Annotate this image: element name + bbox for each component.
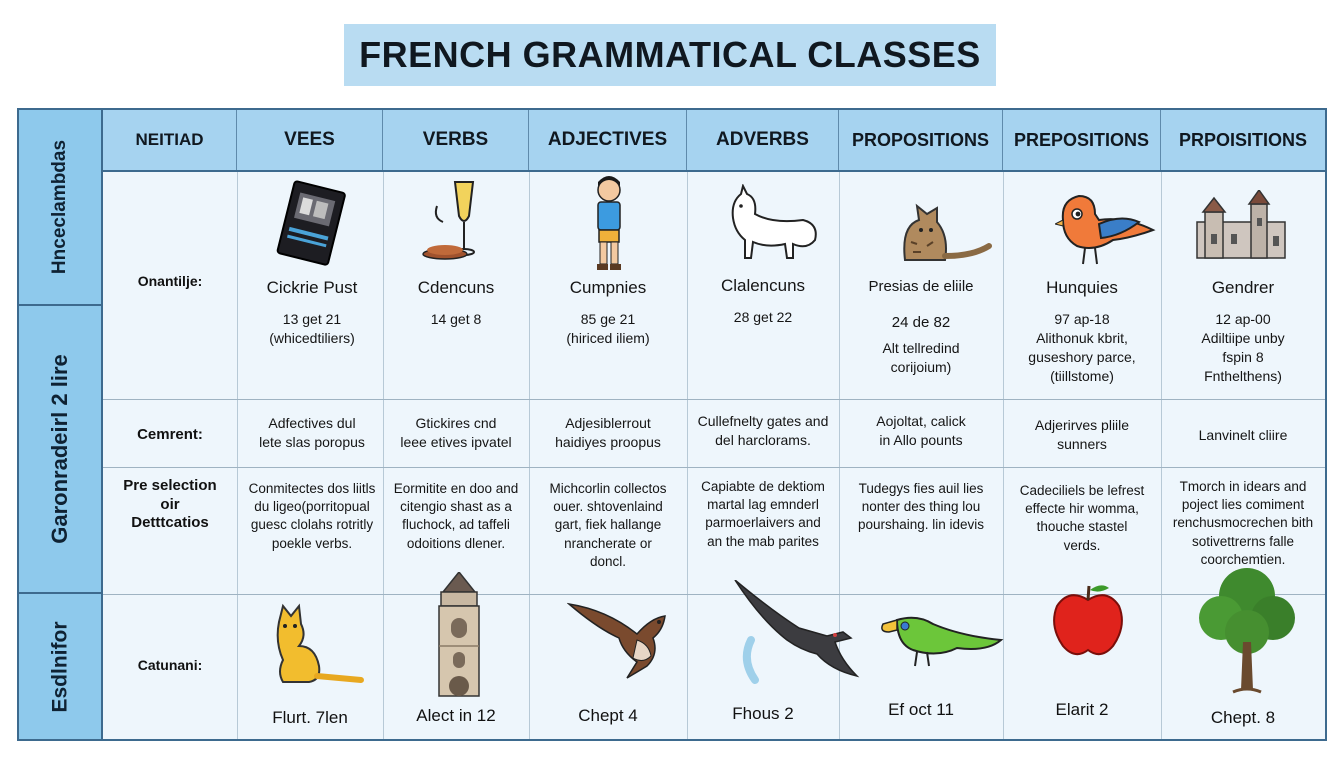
- note-text: Adiltiipe unby fspin 8 Fnthelthens): [1201, 329, 1285, 384]
- row3-cell-3: Michcorlin collectos ouer. shtovenlaind gart, fiek hallange nrancherate or doncl.: [549, 481, 667, 569]
- col-divider: [1161, 172, 1162, 739]
- row-divider: [103, 594, 1325, 595]
- glass-icon: [415, 176, 495, 266]
- hawk-icon: [567, 598, 677, 684]
- ref-number: 12 ap-00: [1215, 311, 1271, 327]
- side-label-3-cell: [19, 594, 101, 739]
- row4-label-3: Chept 4: [578, 706, 638, 725]
- grammar-table: [17, 108, 1327, 741]
- row1-cell-5: [839, 278, 1003, 377]
- apple-icon: [1049, 582, 1127, 658]
- header-cell: VEES: [237, 110, 383, 170]
- ref-number: 97 ap-18: [1054, 311, 1110, 327]
- ref-number: 24 de 82: [891, 314, 951, 331]
- col-divider: [237, 172, 238, 739]
- row4-label-5: Ef oct 11: [888, 700, 954, 719]
- row4-label-1: Flurt. 7len: [272, 708, 348, 727]
- ref-number: 14 get 8: [430, 311, 482, 327]
- row2-cell-2: Gtickires cnd leee etives ipvatel: [400, 415, 512, 450]
- row3-cell-2: Eormitite en doo and citengio shast as a fluchock, ad taffeli odoitions dlener.: [393, 481, 519, 551]
- row1-cell-6: [1003, 278, 1161, 386]
- note-text: (hiriced iliem): [566, 329, 650, 346]
- word-label: Hunquies: [1046, 278, 1118, 297]
- row2-cell-3: Adjesiblerrout haidiyes proopus: [555, 415, 661, 450]
- title-banner: [344, 24, 996, 86]
- row3-cell-1: Conmitectes dos liitls du ligeo(porritopual guesc clolahs rotritly poekle verbs.: [248, 481, 376, 551]
- bird-icon: [1055, 190, 1159, 270]
- col-divider: [687, 172, 688, 739]
- row3-cell-6: Cadeciliels be lefrest effecte hir womma, thouche stastel verds.: [1019, 483, 1145, 553]
- row2-cell-1: Adfectives dul lete slas poropus: [259, 415, 365, 450]
- ref-number: 13 get 21: [282, 311, 342, 327]
- ref-number: 85 ge 21: [580, 311, 636, 327]
- header-cell: PROPOSITIONS: [839, 110, 1003, 170]
- header-cell: NEITIAD: [103, 110, 237, 170]
- castle-icon: [1191, 190, 1291, 262]
- row3-cell-4: Capiabte de dektiom martal lag emnderl parmoerlaivers and an the mab parites: [701, 479, 825, 549]
- row2-cell-4: Cullefnelty gates and del harclorams.: [697, 413, 829, 448]
- person-icon: [587, 176, 631, 274]
- word-label: Clalencuns: [720, 276, 806, 295]
- row3-cell-5: Tudegys fies auil lies nonter des thing lou pourshaing. lin idevis: [857, 481, 985, 533]
- row2-cell-6: Adjerirves pliile sunners: [1034, 417, 1130, 452]
- header-row: [103, 110, 1325, 172]
- word-label: Gendrer: [1211, 278, 1275, 297]
- side-label-1: Hnceclambdas: [49, 139, 70, 275]
- parrot-icon: [877, 610, 1005, 670]
- cat-sitting-icon: [269, 602, 365, 688]
- row4-label-6: Elarit 2: [1055, 700, 1109, 719]
- word-label: Cumpnies: [569, 278, 647, 297]
- note-text: (whicedtiliers): [269, 329, 355, 346]
- header-cell: ADVERBS: [687, 110, 839, 170]
- row4-label-4: Fhous 2: [732, 704, 794, 723]
- row-label-3: Pre selection oir Detttcatios: [123, 476, 217, 532]
- row1-cell-7: [1161, 278, 1325, 386]
- note-text: Alithonuk kbrit, guseshory parce, (tiillstome): [1028, 329, 1136, 384]
- ref-number: 28 get 22: [733, 309, 793, 325]
- row4-label-2: Alect in 12: [416, 706, 496, 725]
- side-label-2: Garonradeirl 2 lire: [47, 354, 72, 544]
- header-cell: VERBS: [383, 110, 529, 170]
- book-icon: [271, 178, 351, 270]
- tree-icon: [1197, 562, 1297, 698]
- row1-cell-3: [529, 278, 687, 348]
- row1-cell-2: [383, 278, 529, 329]
- row1-cell-1: [241, 278, 383, 348]
- word-label: Cdencuns: [417, 278, 495, 297]
- header-cell: PRPOISITIONS: [1178, 129, 1308, 150]
- word-label: Cickrie Pust: [266, 278, 358, 297]
- tower-icon: [429, 572, 489, 700]
- row2-cell-5: Aojoltat, calick in Allo pounts: [876, 413, 966, 448]
- row3-cell-7: Tmorch in idears and poject lies comiment renchusmocrechen bith sotivettrerns falle coorchemtien.: [1172, 479, 1314, 567]
- row-label-4: Catunani:: [137, 657, 203, 674]
- row-label-2: Cemrent:: [137, 425, 203, 443]
- row-divider: [103, 467, 1325, 468]
- side-label-1-cell: [19, 110, 101, 306]
- side-label-2-cell: [19, 306, 101, 594]
- row2-cell-7: Lanvinelt cliire: [1198, 427, 1288, 443]
- col-divider: [383, 172, 384, 739]
- page-title: FRENCH GRAMMATICAL CLASSES: [359, 34, 981, 75]
- side-column: [19, 110, 103, 739]
- cat-icon: [897, 196, 993, 270]
- row-divider: [103, 399, 1325, 400]
- header-cell: PREPOSITIONS: [1003, 110, 1161, 170]
- row4-label-7: Chept. 8: [1210, 708, 1276, 727]
- row-label-1: Onantilje:: [137, 273, 203, 290]
- word-label: Presias de eliile: [868, 278, 974, 295]
- llama-icon: [723, 184, 823, 268]
- side-label-3: Esdlnifor: [48, 620, 72, 713]
- note-text: Alt tellredind corijoium): [882, 340, 960, 376]
- col-divider: [529, 172, 530, 739]
- header-cell: ADJECTIVES: [529, 110, 687, 170]
- row1-cell-4: [687, 276, 839, 327]
- eagle-icon: [731, 580, 863, 690]
